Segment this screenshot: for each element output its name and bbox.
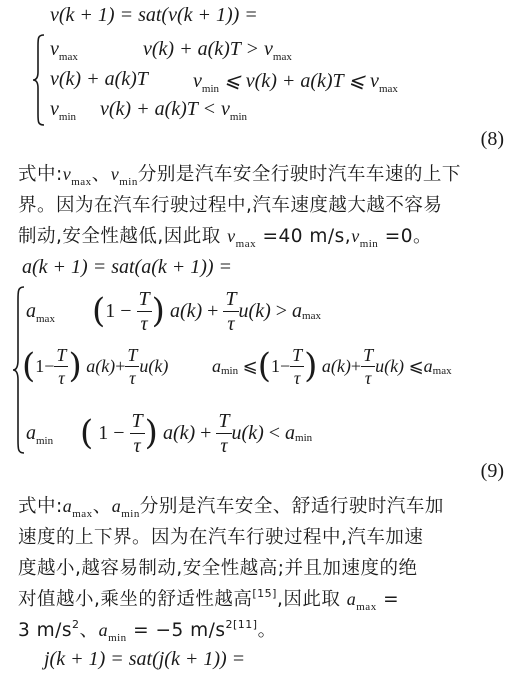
eq8-case2-condition: $v_{min}$ ⩽ v(k) + a(k)T ⩽ $v_{max}$	[193, 70, 398, 95]
eq8-case2-value: v(k) + a(k)T	[50, 68, 148, 90]
para2-line1: 式中$:a_{max}$、$a_{min}$分别是汽车安全、舒适行驶时汽车加	[18, 496, 444, 520]
eq8-case1-condition: $v(k) + a(k)T > v_{max}$	[143, 38, 292, 63]
eq9-number: (9)	[480, 460, 504, 482]
eq8-case3-value: $v_{min}$	[50, 98, 77, 123]
eq9-case3-value: $a_{min}$	[26, 422, 54, 447]
eq9-case1-value: $a_{max}$	[26, 300, 55, 325]
eq10-head: j(k + 1) = sat(j(k + 1)) =	[44, 648, 246, 670]
para1-line3: 制动,安全性越低,因此取 $v_{max} =40$ $m/s,v_{min} =0$。	[18, 226, 432, 250]
para2-line3: 度越小,越容易制动,安全性越高;并且加速度的绝	[18, 558, 418, 579]
eq9-case2-condition: a min ⩽ ( 1 − $\frac{T}{\tau}$ ) a(k) + $\frac{T}{\tau}$ u(k) ⩽ a max	[212, 344, 452, 388]
para1-line2: 界。因为在汽车行驶过程中,汽车速度越大越不容易	[18, 195, 443, 216]
para1-line1: 式中$:v_{max}$、$v_{min}$分别是汽车安全行驶时汽车车速的上下	[18, 164, 461, 188]
eq9-case1-condition: ( 1 − $\frac{T}{\tau}$ ) a(k) + $\frac{T}{\tau}$ u(k) > a max	[92, 287, 321, 335]
para2-line2: 速度的上下界。因为在汽车行驶过程中,汽车加速	[18, 527, 424, 548]
para2-line4: 对值越小,乘坐的舒适性越高[15],因此取 $a_{max}$ =	[18, 587, 400, 613]
para2-line5: 3 $m/s^2$、$a_{min} = -5$ $m/s^{2[11]}$。	[18, 618, 277, 644]
eq8-head: v(k + 1) = sat(v(k + 1)) =	[50, 4, 258, 26]
eq9-case3-condition: ( 1 − $\frac{T}{\tau}$ ) a(k) + $\frac{T}{\tau}$ u(k) < a min	[80, 409, 313, 457]
eq8-case3-condition: $v(k) + a(k)T < v_{min}$	[100, 98, 248, 123]
eq9-case2-value: ( 1 − $\frac{T}{\tau}$ ) a(k) + $\frac{T}{\tau}$ u(k)	[22, 344, 169, 388]
eq8-number: (8)	[480, 128, 504, 150]
eq8-left-brace	[32, 34, 48, 126]
eq8-case1-value: $v_{max}$	[50, 38, 78, 63]
eq9-head: a(k + 1) = sat(a(k + 1)) =	[22, 256, 233, 278]
